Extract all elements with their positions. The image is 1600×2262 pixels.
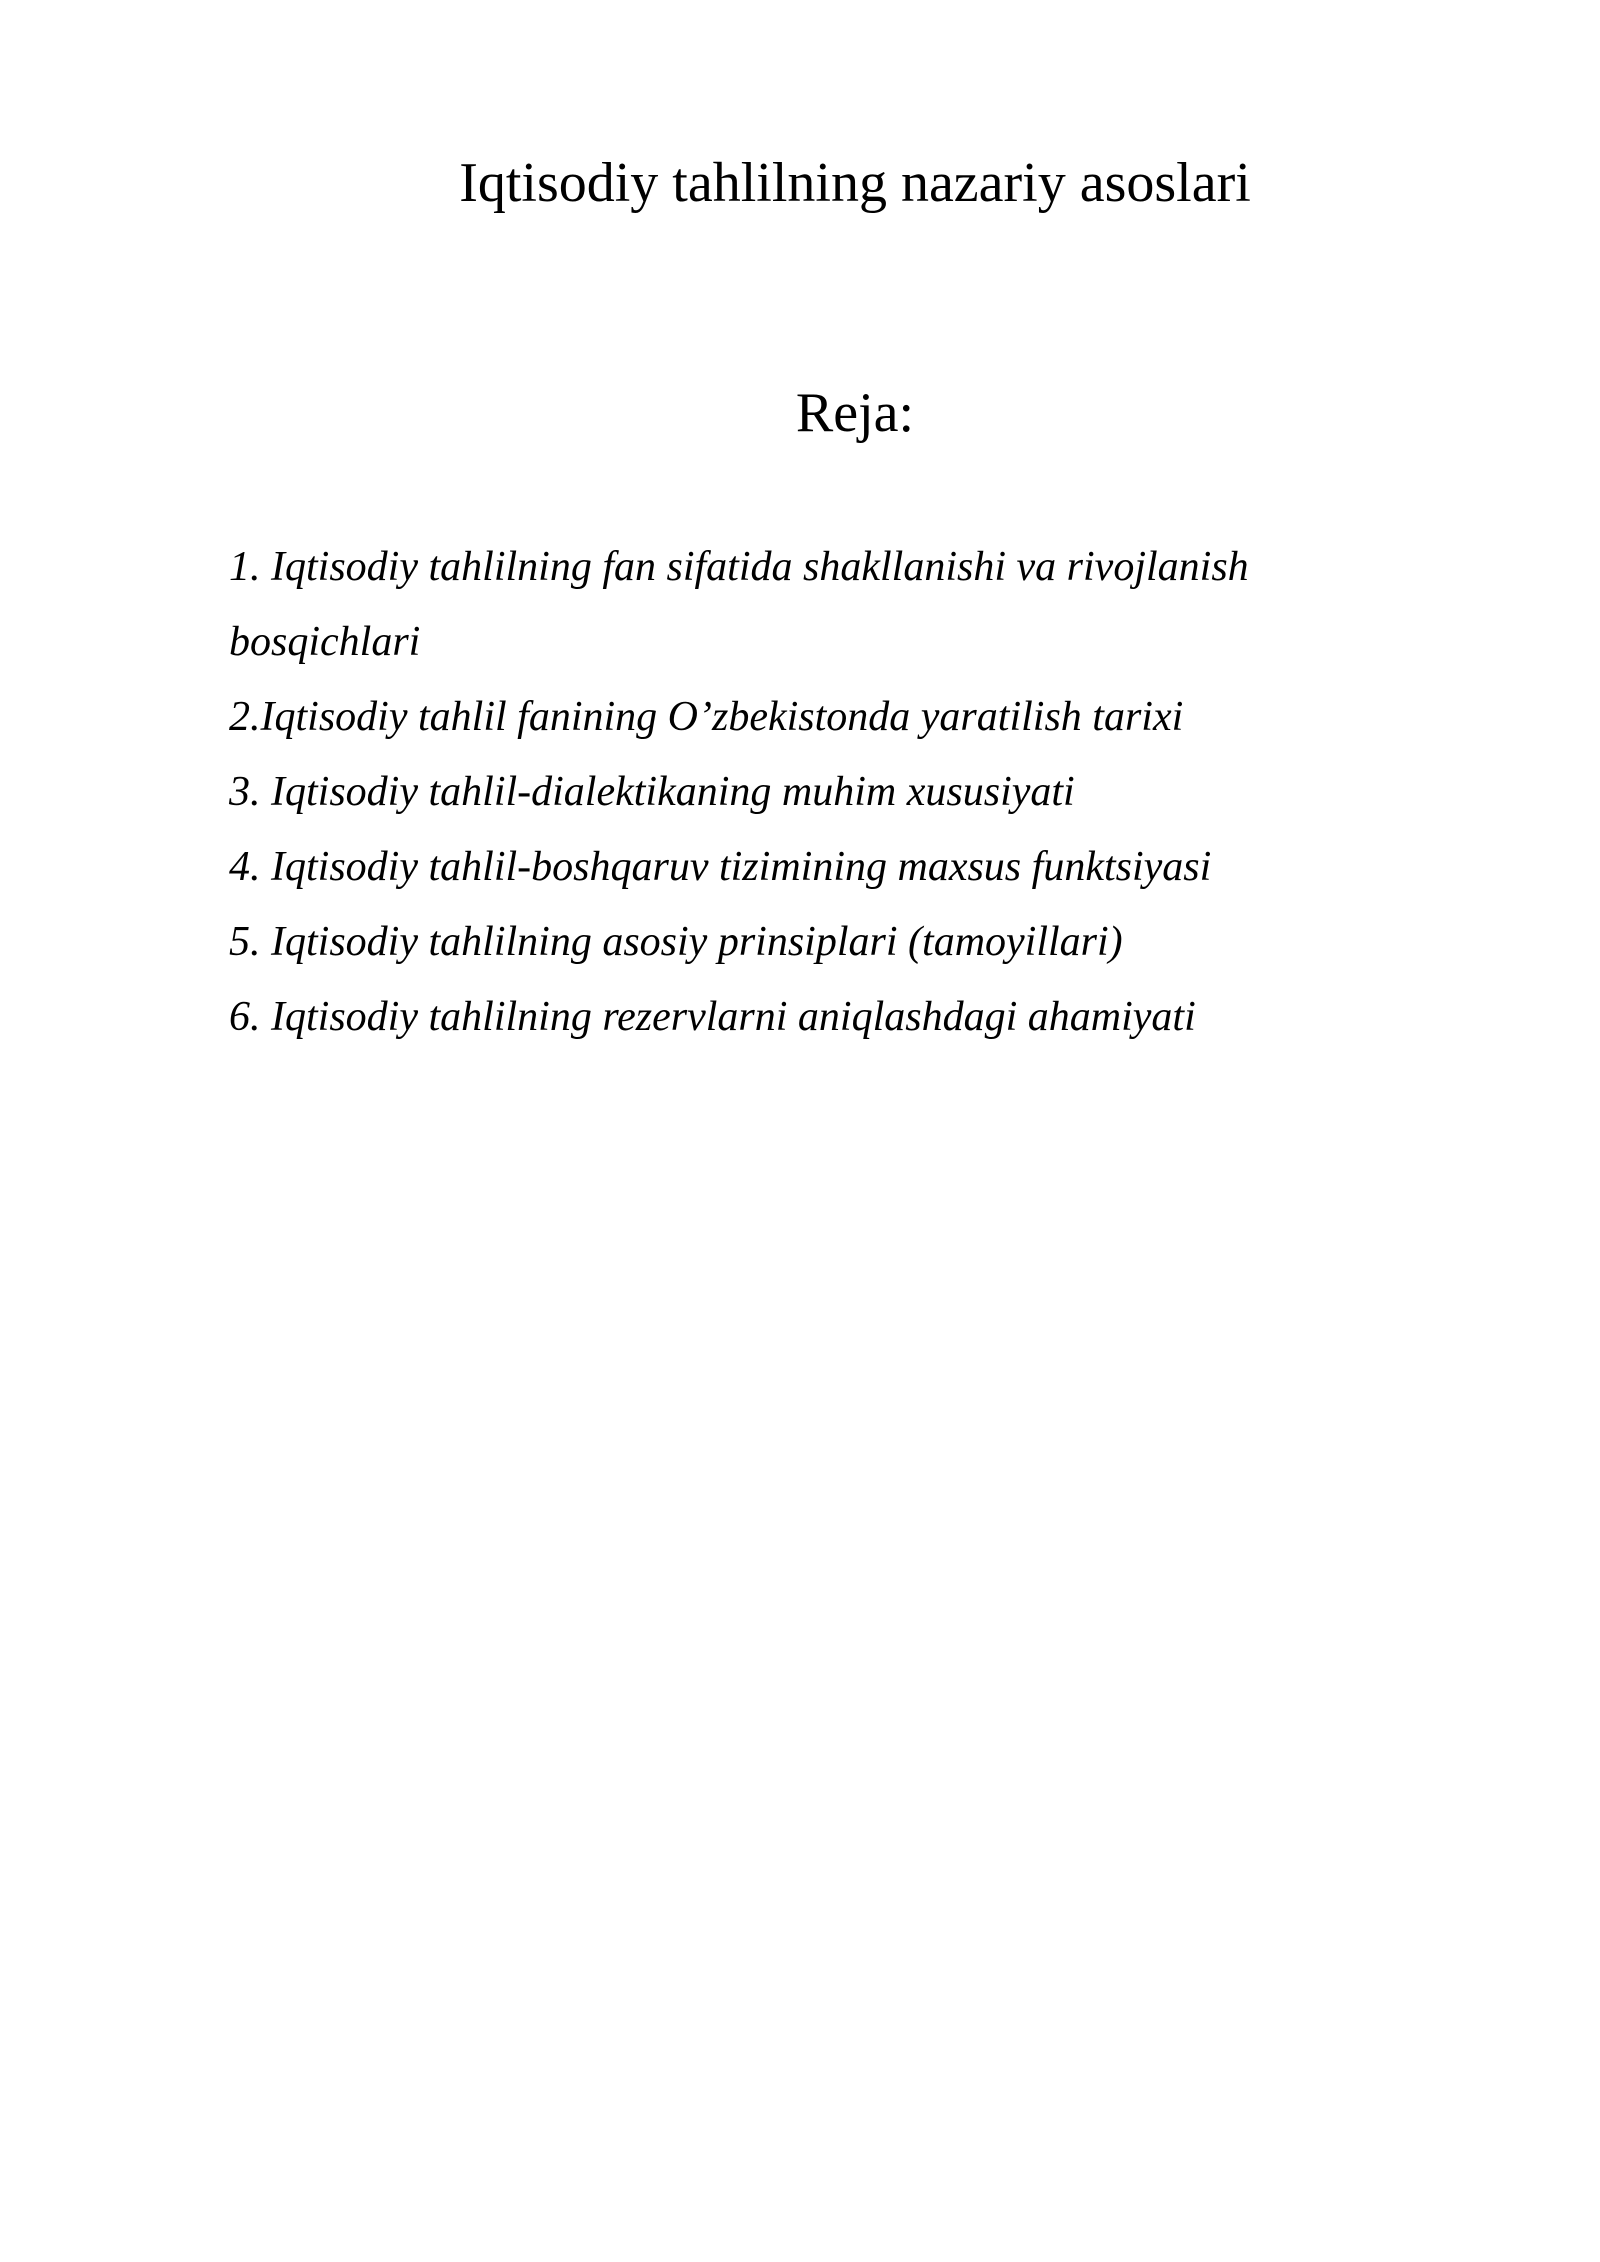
plan-item-4: 4. Iqtisodiy tahlil-boshqaruv tizimining maxsus funktsiyasi <box>229 844 1212 890</box>
plan-item-5: 5. Iqtisodiy tahlilning asosiy prinsiplari (tamoyillari) <box>229 919 1123 965</box>
plan-item-2: 2.Iqtisodiy tahlil fanining O’zbekistonda yaratilish tarixi <box>229 694 1184 740</box>
plan-item-3: 3. Iqtisodiy tahlil-dialektikaning muhim xususiyati <box>229 769 1075 815</box>
document-title: Iqtisodiy tahlilning nazariy asoslari <box>459 152 1251 214</box>
plan-heading: Reja: <box>795 382 915 444</box>
plan-list <box>229 530 1349 1055</box>
plan-item-1: 1. Iqtisodiy tahlilning fan sifatida shakllanishi va rivojlanish bosqichlari <box>229 544 1249 665</box>
plan-item-6: 6. Iqtisodiy tahlilning rezervlarni aniqlashdagi ahamiyati <box>229 994 1196 1040</box>
